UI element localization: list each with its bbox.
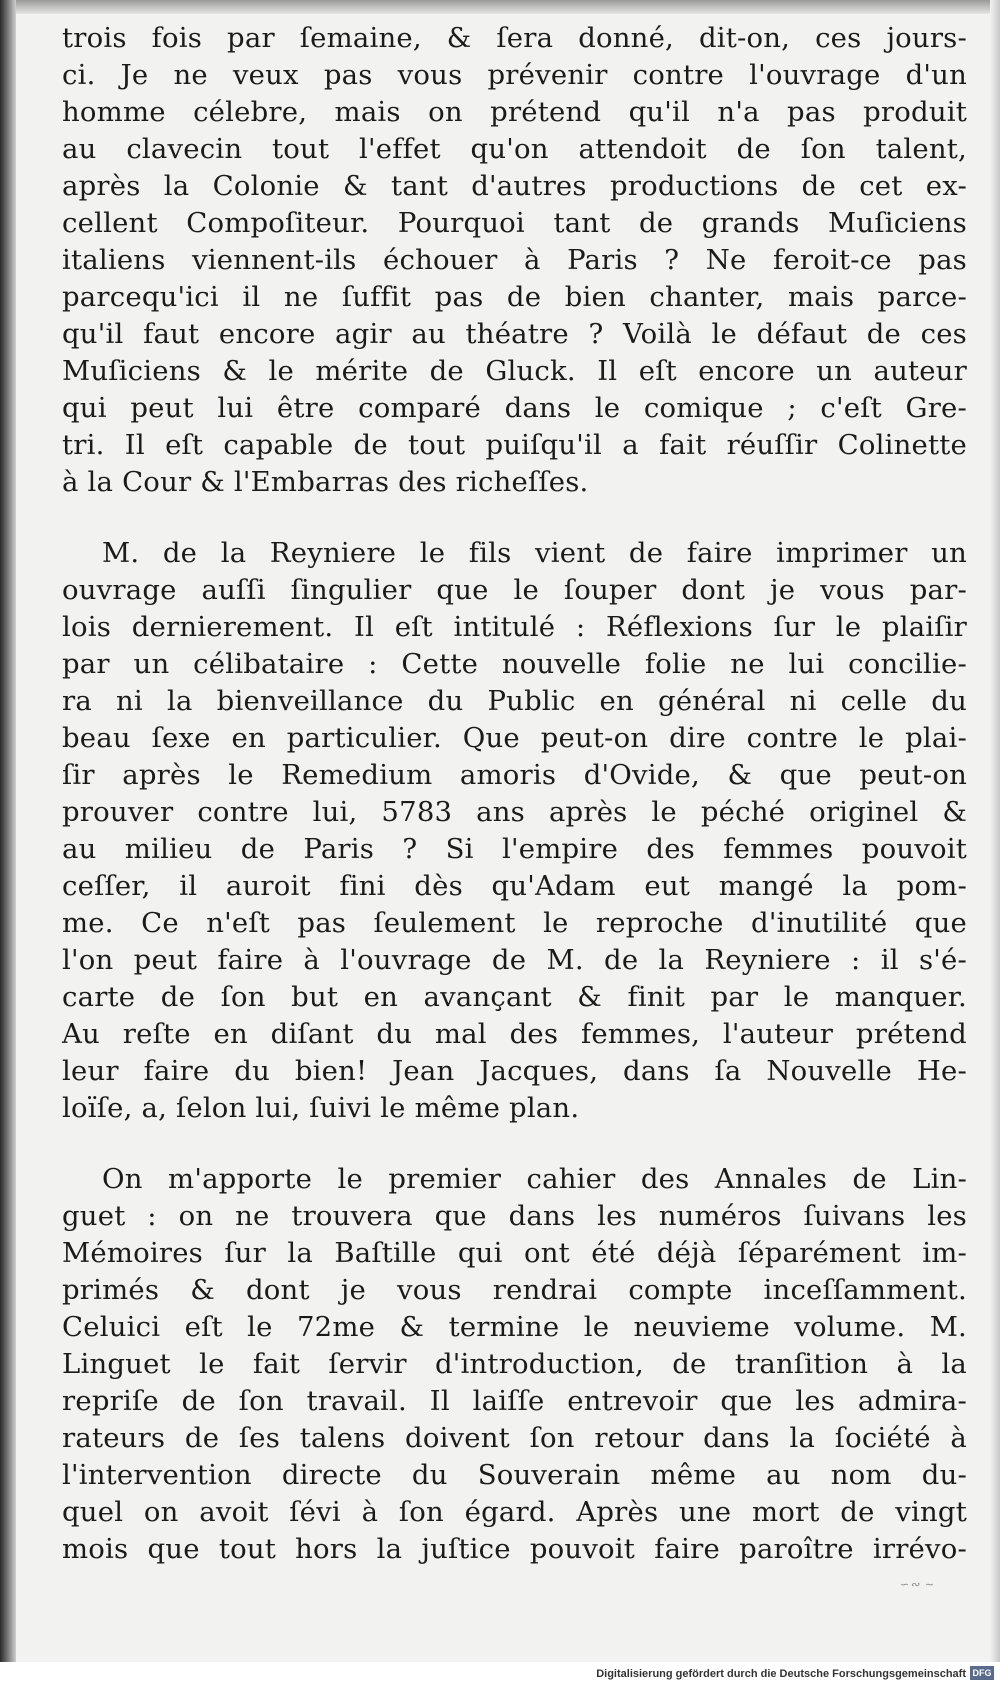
text-line: Mémoires ſur la Baſtille qui ont été déjà ſéparément im- — [62, 1237, 967, 1269]
text-line: quel on avoit ſévi à ſon égard. Après une mort de vingt — [62, 1496, 967, 1528]
text-line: qui peut lui être comparé dans le comique ; c'eſt Gre- — [62, 392, 967, 424]
page-right-edge — [990, 0, 1000, 1684]
text-line: par un célibataire : Cette nouvelle folie ne lui concilie- — [62, 648, 967, 680]
text-line: prouver contre lui, 5783 ans après le péché originel & — [62, 796, 967, 828]
paragraph-1 — [62, 20, 967, 501]
text-line: primés & dont je vous rendrai compte inceſſamment. — [62, 1274, 967, 1306]
text-line: ouvrage auſſi ſingulier que le ſouper dont je vous par- — [62, 574, 967, 606]
text-line: à la Cour & l'Embarras des richeſſes. — [62, 466, 589, 498]
text-line: me. Ce n'eſt pas ſeulement le reproche d'inutilité que — [62, 907, 967, 939]
text-line: homme célebre, mais on prétend qu'il n'a pas produit — [62, 96, 967, 128]
text-line: mois que tout hors la juſtice pouvoit faire paroître irrévo- — [62, 1533, 967, 1565]
text-line: l'on peut faire à l'ouvrage de M. de la Reyniere : il s'é- — [62, 944, 967, 976]
text-line: cellent Compoſiteur. Pourquoi tant de grands Muſiciens — [62, 207, 967, 239]
digitization-credit: Digitalisierung gefördert durch die Deutsche Forschungsgemeinschaft — [596, 1668, 966, 1680]
page-body — [62, 20, 967, 1568]
text-line: au milieu de Paris ? Si l'empire des femmes pouvoit — [62, 833, 967, 865]
text-line: On m'apporte le premier cahier des Annales de Lin- — [102, 1163, 967, 1195]
paragraph-3 — [62, 1161, 967, 1568]
text-line: lois dernierement. Il eſt intitulé : Réflexions ſur le plaiſir — [62, 611, 967, 643]
page-binding-edge — [0, 0, 16, 1684]
text-line: M. de la Reyniere le fils vient de faire imprimer un — [102, 537, 967, 569]
text-line: ceſſer, il auroit fini dès qu'Adam eut mangé la pom- — [62, 870, 967, 902]
text-line: guet : on ne trouvera que dans les numéros ſuivans les — [62, 1200, 967, 1232]
ink-smudge: ∽∾ ∼ — [900, 1578, 936, 1591]
text-line: parcequ'ici il ne ſuffit pas de bien chanter, mais parce- — [62, 281, 967, 313]
text-line: italiens viennent-ils échouer à Paris ? Ne feroit-ce pas — [62, 244, 967, 276]
text-line: après la Colonie & tant d'autres productions de cet ex- — [62, 170, 967, 202]
text-line: au clavecin tout l'effet qu'on attendoit de ſon talent, — [62, 133, 967, 165]
paragraph-2 — [62, 535, 967, 1127]
text-line: Celuici eſt le 72me & termine le neuvieme volume. M. — [62, 1311, 967, 1343]
text-line: rateurs de ſes talens doivent ſon retour dans la ſociété à — [62, 1422, 967, 1454]
dfg-logo: DFG — [970, 1666, 994, 1680]
text-line: ra ni la bienveillance du Public en général ni celle du — [62, 685, 967, 717]
text-line: beau ſexe en particulier. Que peut-on dire contre le plai- — [62, 722, 967, 754]
text-line: trois fois par ſemaine, & ſera donné, dit-on, ces jours- — [62, 22, 967, 54]
text-line: Au reſte en diſant du mal des femmes, l'auteur prétend — [62, 1018, 967, 1050]
text-line: Muſiciens & le mérite de Gluck. Il eſt encore un auteur — [62, 355, 967, 387]
text-line: Linguet le fait ſervir d'introduction, de tranſition à la — [62, 1348, 967, 1380]
text-line: repriſe de ſon travail. Il laiſſe entrevoir que les admira- — [62, 1385, 967, 1417]
text-line: carte de ſon but en avançant & finit par le manquer. — [62, 981, 967, 1013]
page-top-edge — [0, 0, 1000, 14]
text-line: leur faire du bien! Jean Jacques, dans ſa Nouvelle He- — [62, 1055, 967, 1087]
text-line: ci. Je ne veux pas vous prévenir contre l'ouvrage d'un — [62, 59, 967, 91]
text-line: qu'il faut encore agir au théatre ? Voilà le défaut de ces — [62, 318, 967, 350]
text-line: tri. Il eſt capable de tout puiſqu'il a fait réuſſir Colinette — [62, 429, 967, 461]
text-line: ſir après le Remedium amoris d'Ovide, & que peut-on — [62, 759, 967, 791]
text-line: l'intervention directe du Souverain même au nom du- — [62, 1459, 967, 1491]
text-line: loïſe, a, ſelon lui, ſuivi le même plan. — [62, 1092, 580, 1124]
